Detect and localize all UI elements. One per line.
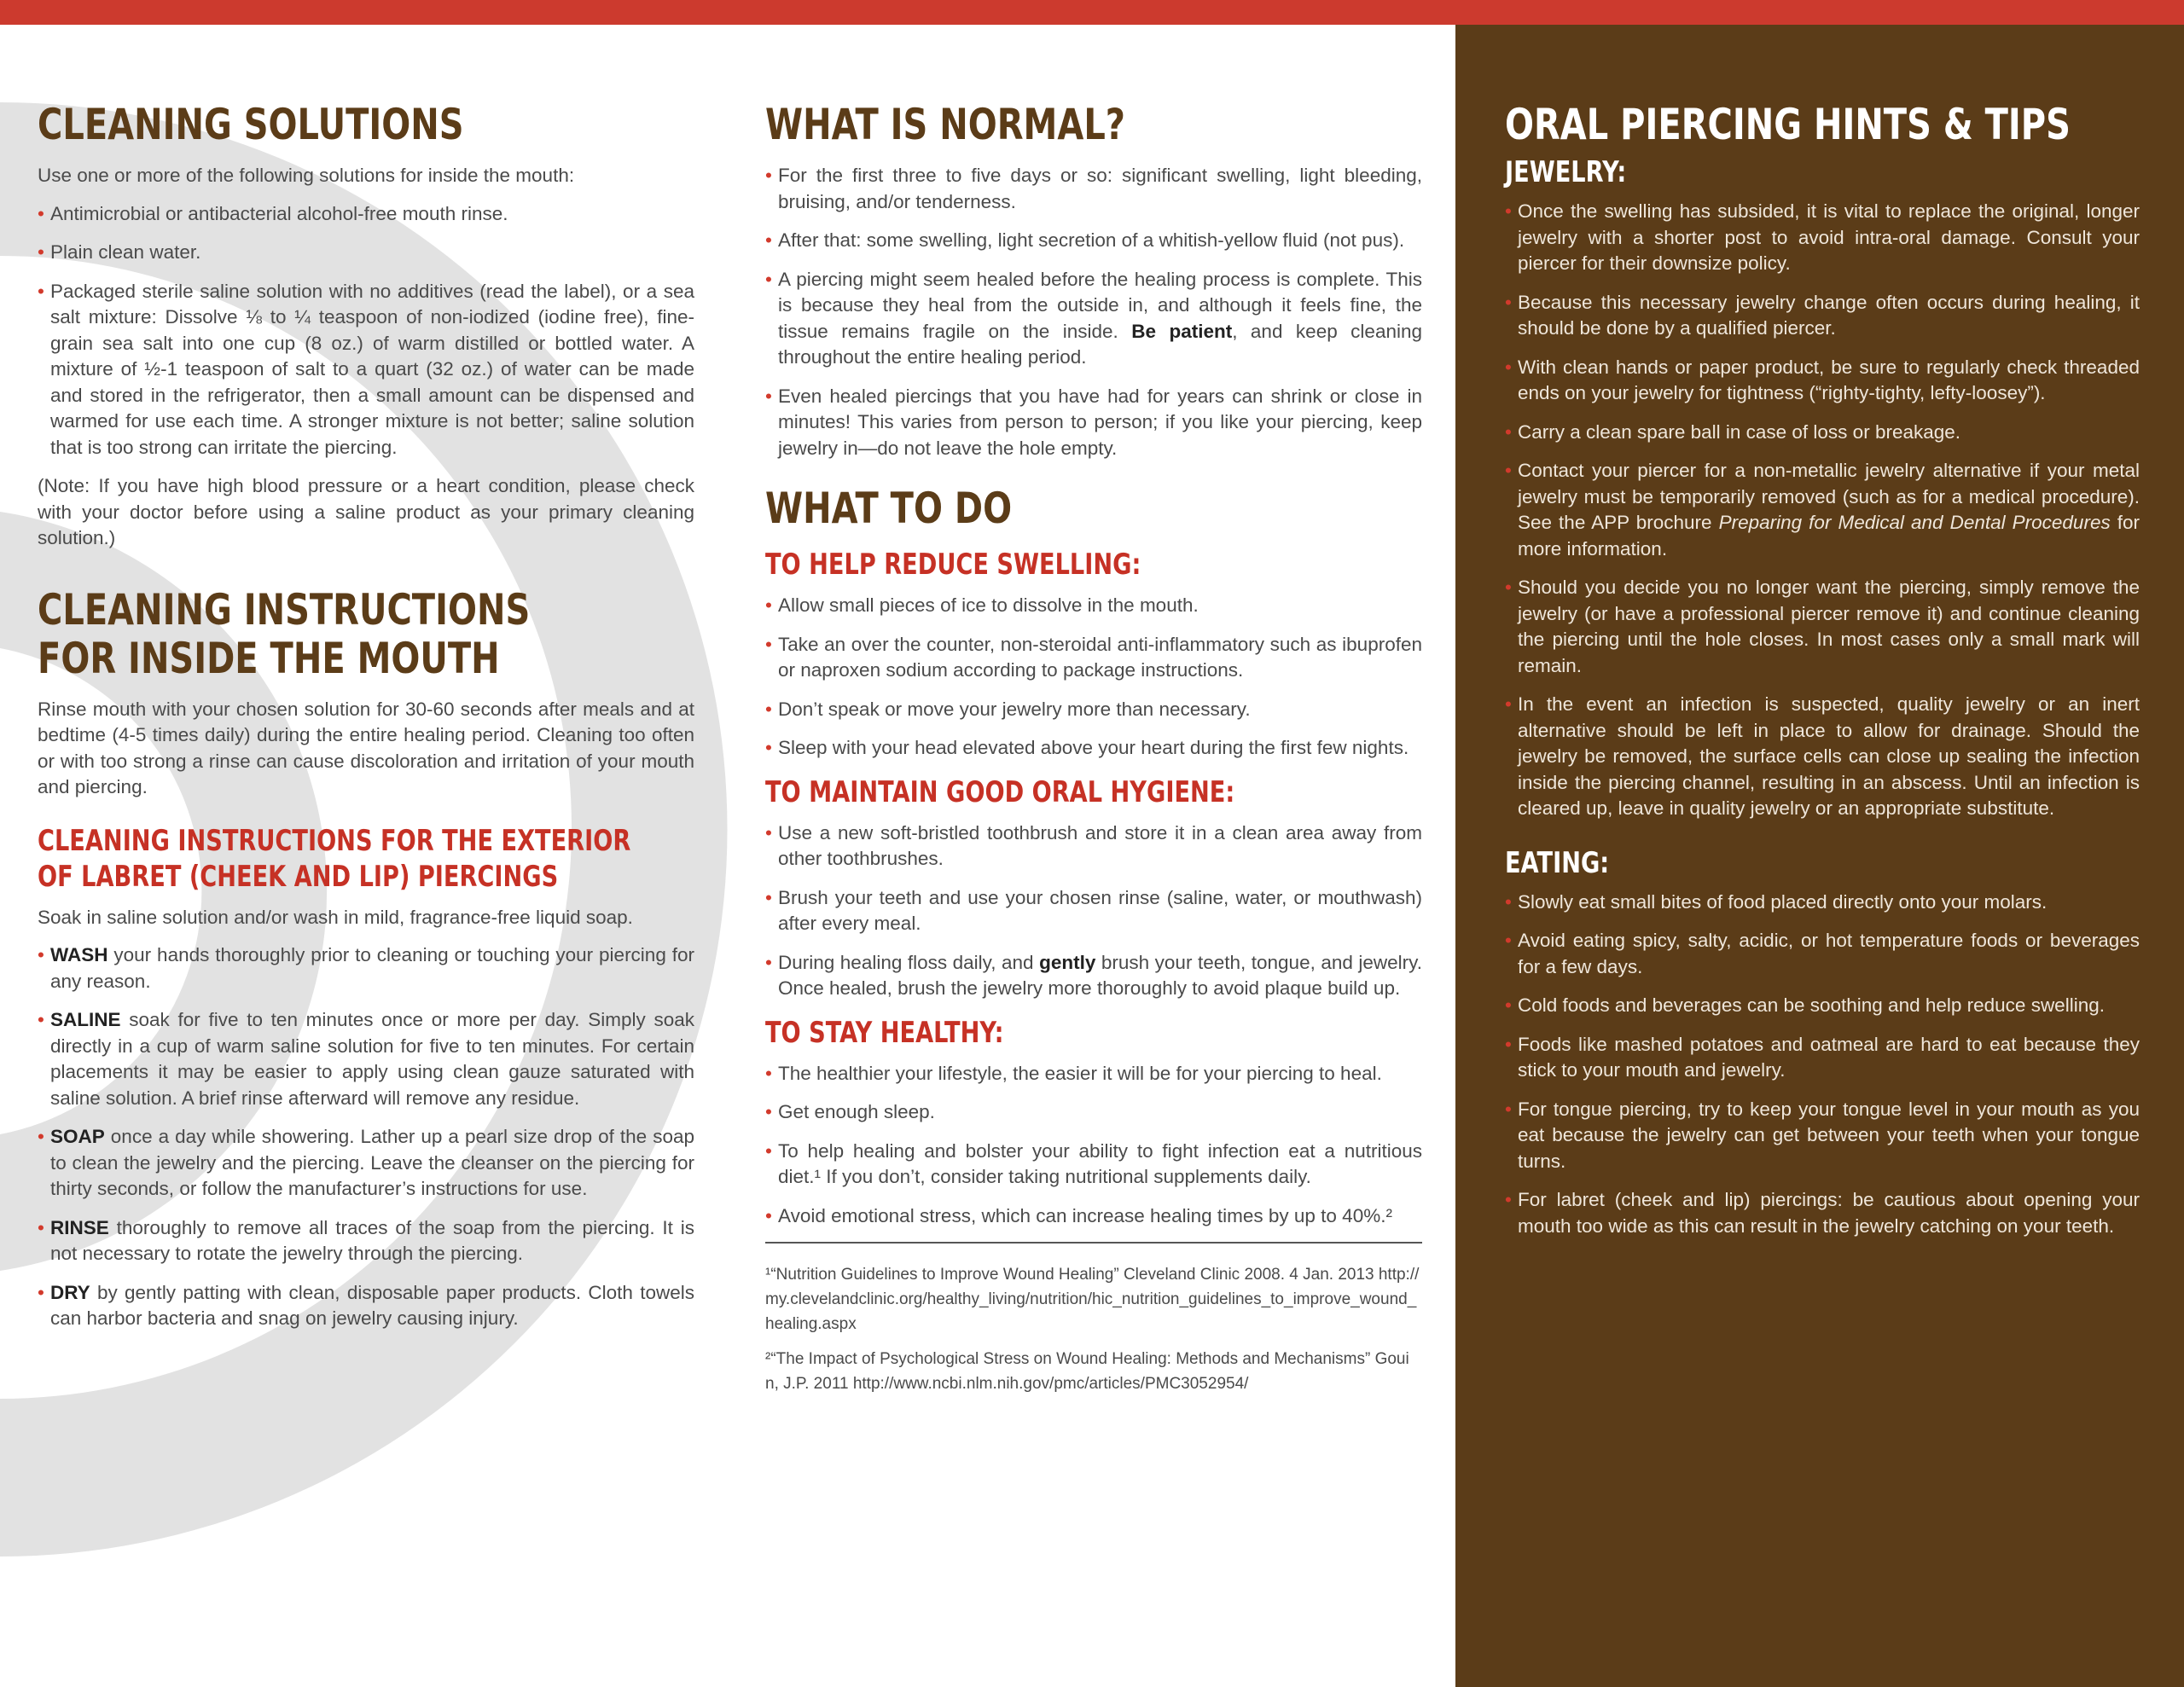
step-term: SALINE [50, 1009, 121, 1030]
inside-mouth-body: Rinse mouth with your chosen solution for 30-60 seconds after meals and at bedtime (4-5 times daily) during the entire healing period. Cleaning too often or with too strong a rinse can cause discoloration and irritation of your mouth and piercing. [38, 698, 694, 797]
what-is-normal-list [765, 163, 1422, 461]
hints-tips-heading: ORAL PIERCING HINTS & TIPS [1505, 100, 2071, 149]
list-item: • DRY by gently patting with clean, disposable paper products. Cloth towels can harbor bacteria and snag on jewelry causing injury. [38, 1280, 694, 1332]
list-item: • Antimicrobial or antibacterial alcohol-free mouth rinse. [38, 201, 694, 228]
inside-mouth-heading-line2: FOR INSIDE THE MOUTH [38, 633, 500, 683]
list-item: • RINSE thoroughly to remove all traces of the soap from the piercing. It is not necessary to rotate the jewelry through the piercing. [38, 1215, 694, 1267]
stay-healthy-heading: TO STAY HEALTHY: [765, 1015, 1004, 1050]
brochure-title: Preparing for Medical and Dental Procedures [1718, 512, 2111, 533]
list-item: • Because this necessary jewelry change often occurs during healing, it should be done by a qualified piercer. [1505, 290, 2140, 342]
exterior-intro: Soak in saline solution and/or wash in mild, fragrance-free liquid soap. [38, 906, 633, 928]
exterior-heading-line2: OF LABRET (CHEEK AND LIP) PIERCINGS [38, 859, 559, 894]
list-item: • To help healing and bolster your ability to fight infection eat a nutritious diet.¹ If you don’t, consider taking nutritional supplements daily. [765, 1139, 1422, 1191]
list-item: • Don’t speak or move your jewelry more than necessary. [765, 697, 1422, 723]
step-term: RINSE [50, 1216, 109, 1238]
list-item: • Even healed piercings that you have had for years can shrink or close in minutes! This varies from person to person; if you like your piercing, keep jewelry in—do not leave the hole empty. [765, 384, 1422, 462]
list-item: • Packaged sterile saline solution with no additives (read the label), or a sea salt mixture: Dissolve ⅛ to ¼ teaspoon of non-iodized (iodine free), fine-grain sea salt into one cup (8 oz.) of warm distilled or bottled water. A mixture of ½-1 teaspoon of salt to a quart (32 oz.) of water can be made and stored in the refrigerator, then a small amount can be dispensed and warmed for use each time. A stronger mixture is not better; saline solution that is too strong can irritate the piercing. [38, 279, 694, 461]
reduce-swelling-list [765, 593, 1422, 762]
list-item: • During healing floss daily, and gently brush your teeth, tongue, and jewelry. Once healed, brush the jewelry more thoroughly to avoid plaque build up. [765, 950, 1422, 1002]
footnote-1: ¹“Nutrition Guidelines to Improve Wound Healing” Cleveland Clinic 2008. 4 Jan. 2013 http://my.clevelandclinic.org/healthy_living/nutrition/hic_nutrition_guidelines_to_improve_wound_healing.aspx [765, 1266, 1420, 1333]
list-item: • With clean hands or paper product, be sure to regularly check threaded ends on your jewelry for tightness (“righty-tighty, lefty-loosey”). [1505, 355, 2140, 407]
step-term: DRY [50, 1281, 90, 1303]
cleaning-solutions-intro: Use one or more of the following solutions for inside the mouth: [38, 165, 575, 186]
list-item: • SALINE soak for five to ten minutes once or more per day. Simply soak directly in a cup of warm saline solution for five to ten minutes. For certain placements it may be easier to apply using clean gauze saturated with saline solution. A brief rinse afterward will remove any residue. [38, 1007, 694, 1111]
column-cleaning [38, 101, 694, 1345]
stay-healthy-list [765, 1061, 1422, 1230]
list-item: • In the event an infection is suspected, quality jewelry or an inert alternative should be left in place to allow for drainage. Should the jewelry be removed, the surface cells can close up sealing the infection inside the piercing channel, resulting in an abscess. Until an infection is cleared up, leave in quality jewelry or an appropriate substitute. [1505, 692, 2140, 822]
jewelry-tips-list [1505, 199, 2140, 822]
inside-mouth-heading-line1: CLEANING INSTRUCTIONS [38, 584, 531, 635]
list-item: • The healthier your lifestyle, the easier it will be for your piercing to heal. [765, 1061, 1422, 1087]
list-item: • Take an over the counter, non-steroidal anti-inflammatory such as ibuprofen or naproxen sodium according to package instructions. [765, 632, 1422, 684]
hints-tips-panel [1455, 25, 2184, 1687]
step-term: SOAP [50, 1126, 105, 1147]
list-item: • SOAP once a day while showering. Lather up a pearl size drop of the soap to clean the jewelry and the piercing. Leave the cleanser on the piercing for thirty seconds, or follow the manufacturer’s instructions for use. [38, 1124, 694, 1203]
what-to-do-heading: WHAT TO DO [765, 484, 1013, 533]
inside-mouth-heading [38, 586, 694, 683]
what-is-normal-heading: WHAT IS NORMAL? [765, 100, 1126, 149]
oral-hygiene-heading: TO MAINTAIN GOOD ORAL HYGIENE: [765, 774, 1235, 809]
oral-hygiene-list [765, 820, 1422, 1002]
list-item: • For tongue piercing, try to keep your tongue level in your mouth as you eat because the jewelry can get between your teeth when your tongue turns. [1505, 1097, 2140, 1175]
reduce-swelling-heading: TO HELP REDUCE SWELLING: [765, 548, 1141, 582]
list-item: • After that: some swelling, light secretion of a whitish-yellow fluid (not pus). [765, 228, 1422, 254]
list-item: • Plain clean water. [38, 240, 694, 266]
jewelry-heading: JEWELRY: [1505, 155, 1627, 189]
list-item: • Slowly eat small bites of food placed directly onto your molars. [1505, 890, 2140, 916]
list-item: • A piercing might seem healed before the healing process is complete. This is because they heal from the outside in, and although it feels fine, the tissue remains fragile on the inside. Be patient, and keep cleaning throughout the entire healing period. [765, 267, 1422, 371]
list-item: • Contact your piercer for a non-metallic jewelry alternative if your metal jewelry must be temporarily removed (such as for a medical procedure). See the APP brochure Preparing for Medical and Dental Procedures for more information. [1505, 458, 2140, 562]
list-item: • Cold foods and beverages can be soothing and help reduce swelling. [1505, 993, 2140, 1019]
footnote-divider [765, 1242, 1422, 1244]
list-item: • Should you decide you no longer want the piercing, simply remove the jewelry (or have a professional piercer remove it) and continue cleaning the piercing until the hole closes. In most cases only a small mark will remain. [1505, 575, 2140, 679]
step-term: WASH [50, 944, 108, 965]
exterior-cleaning-heading [38, 823, 694, 895]
exterior-steps-list [38, 942, 694, 1332]
list-item: • Sleep with your head elevated above your heart during the first few nights. [765, 735, 1422, 762]
eating-heading: EATING: [1505, 845, 1610, 880]
list-item: • For labret (cheek and lip) piercings: be cautious about opening your mouth too wide as this can result in the jewelry catching on your teeth. [1505, 1187, 2140, 1239]
gently-emphasis: gently [1039, 951, 1096, 973]
list-item: • Avoid eating spicy, salty, acidic, or hot temperature foods or beverages for a few days. [1505, 928, 2140, 980]
column-normal-todo [765, 101, 1422, 1406]
list-item: • Once the swelling has subsided, it is vital to replace the original, longer jewelry with a shorter post to avoid intra-oral damage. Consult your piercer for their downsize policy. [1505, 199, 2140, 277]
saline-note: (Note: If you have high blood pressure or a heart condition, please check with your doctor before using a saline product as your primary cleaning solution.) [38, 475, 694, 548]
list-item: • Foods like mashed potatoes and oatmeal are hard to eat because they stick to your mouth and jewelry. [1505, 1032, 2140, 1084]
list-item: • Get enough sleep. [765, 1099, 1422, 1126]
cleaning-solutions-list [38, 201, 694, 461]
list-item: • Avoid emotional stress, which can increase healing times by up to 40%.² [765, 1203, 1422, 1230]
list-item: • For the first three to five days or so: significant swelling, light bleeding, bruising, and/or tenderness. [765, 163, 1422, 215]
list-item: • Brush your teeth and use your chosen rinse (saline, water, or mouthwash) after every meal. [765, 885, 1422, 937]
eating-tips-list [1505, 890, 2140, 1240]
be-patient-emphasis: Be patient [1131, 320, 1233, 342]
exterior-heading-line1: CLEANING INSTRUCTIONS FOR THE EXTERIOR [38, 823, 631, 858]
list-item: • Carry a clean spare ball in case of loss or breakage. [1505, 420, 2140, 446]
list-item: • WASH your hands thoroughly prior to cleaning or touching your piercing for any reason. [38, 942, 694, 994]
footnote-2: ²“The Impact of Psychological Stress on Wound Healing: Methods and Mechanisms” Gouin, J.P. 2011 http://www.ncbi.nlm.nih.gov/pmc/articles/PMC3052954/ [765, 1350, 1409, 1393]
cleaning-solutions-heading: CLEANING SOLUTIONS [38, 100, 464, 149]
list-item: • Use a new soft-bristled toothbrush and store it in a clean area away from other toothbrushes. [765, 820, 1422, 872]
list-item: • Allow small pieces of ice to dissolve in the mouth. [765, 593, 1422, 619]
